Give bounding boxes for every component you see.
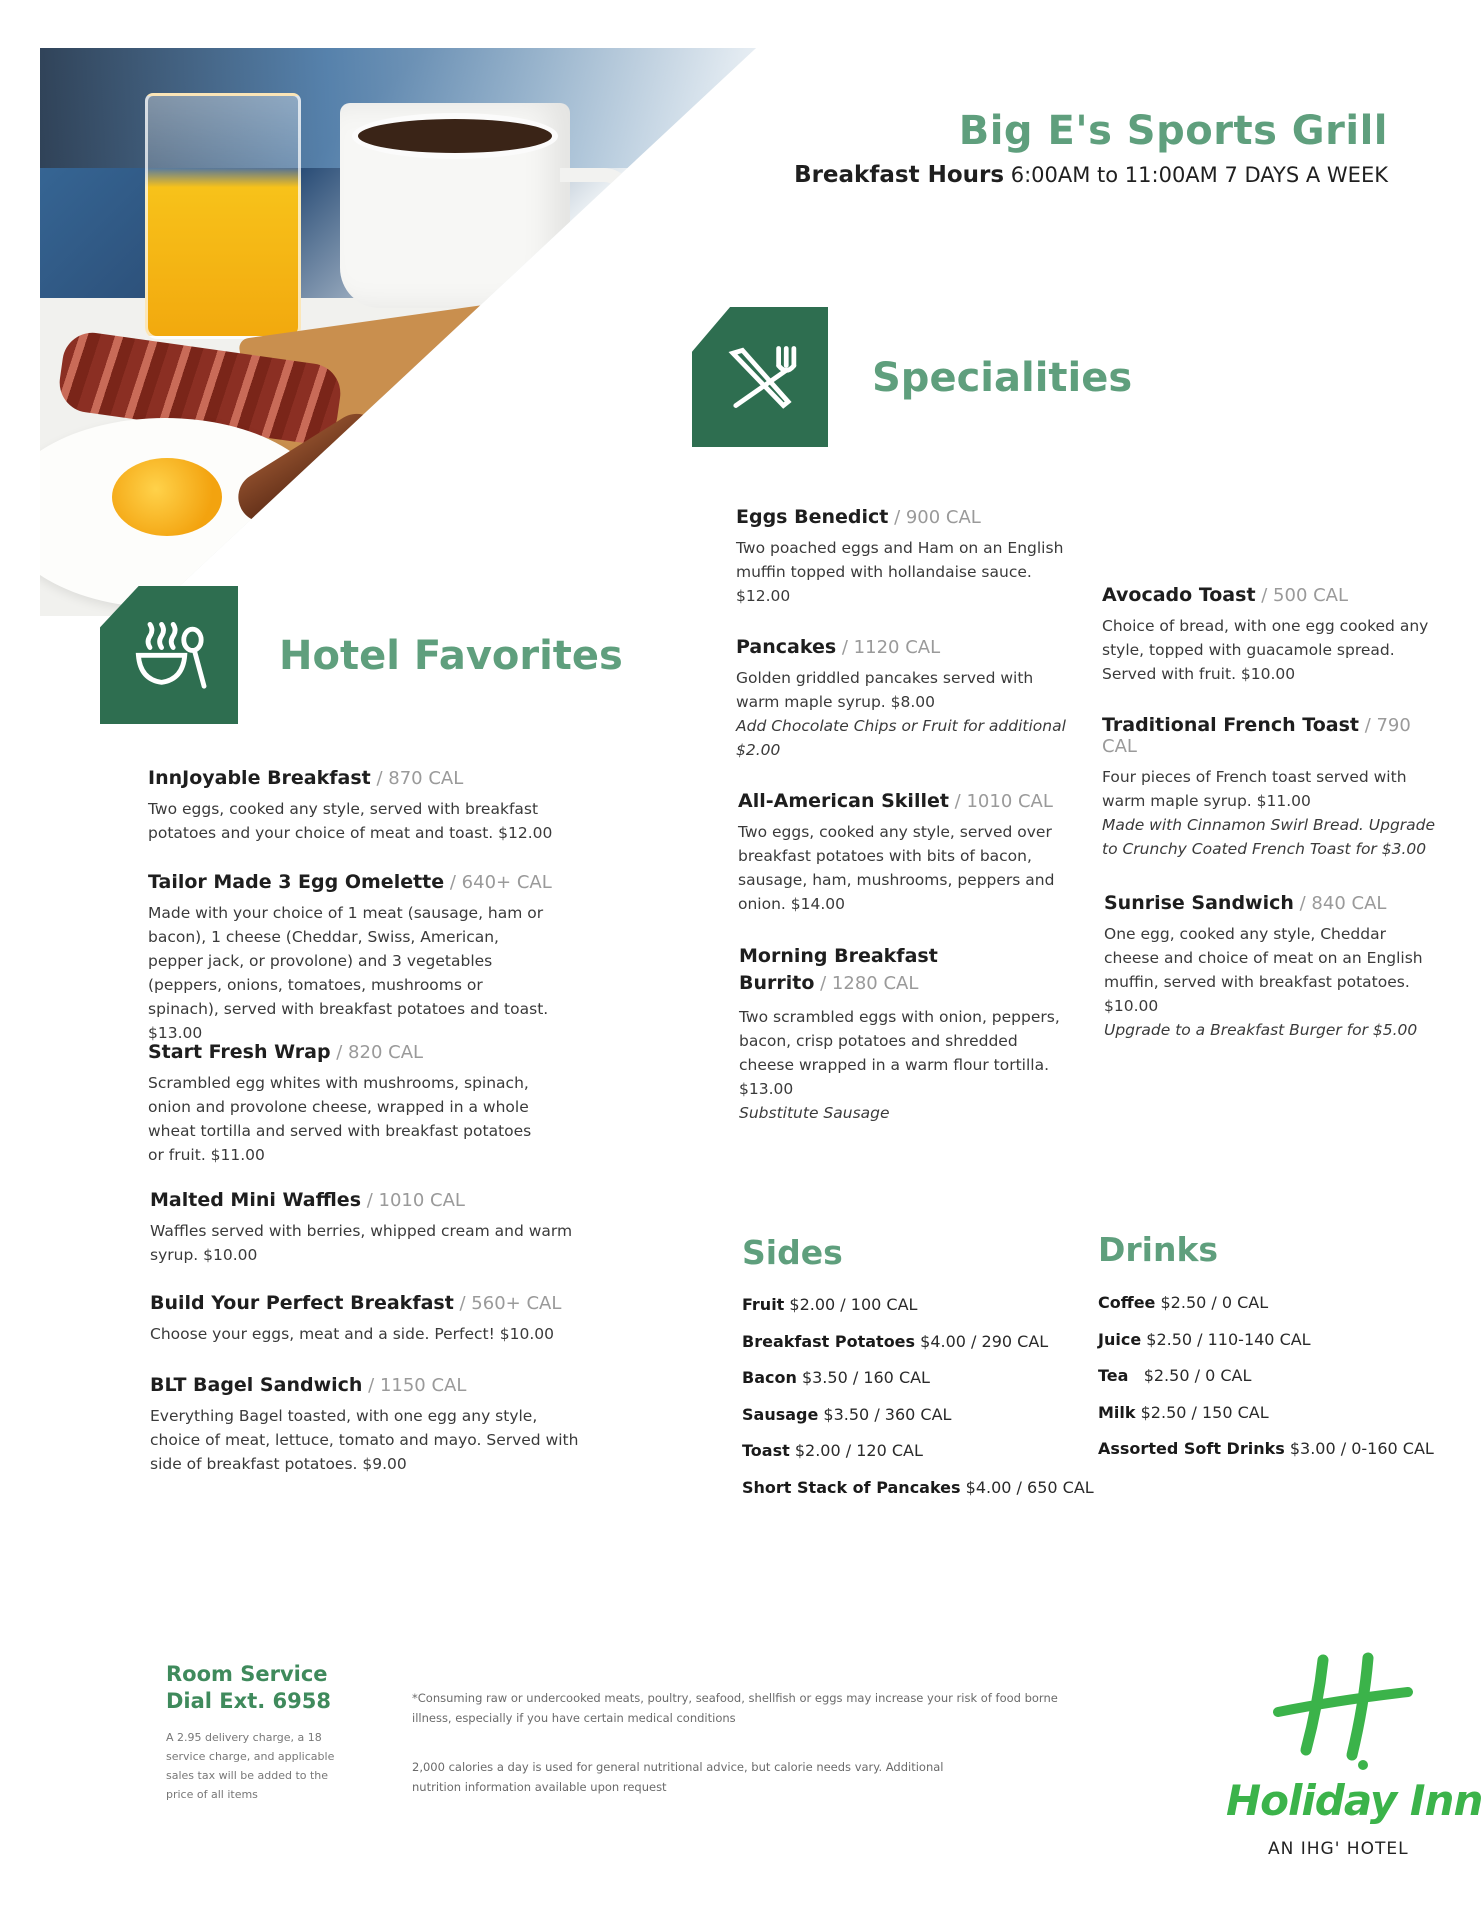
list-item: Tea $2.50 / 0 CAL	[1098, 1366, 1252, 1385]
room-service-note: A 2.95 delivery charge, a 18 service charge, and applicable sales tax will be added to the price of all items	[166, 1731, 335, 1801]
fork-knife-icon	[712, 328, 807, 426]
restaurant-title: Big E's Sports Grill	[958, 108, 1388, 154]
calorie-notice: 2,000 calories a day is used for general nutritional advice, but calorie needs vary. Additional nutrition information available upon request	[412, 1760, 944, 1794]
menu-item: Start Fresh Wrap / 820 CAL Scrambled egg whites with mushrooms, spinach, onion and provolone cheese, wrapped in a whole wheat tortilla and served with breakfast potatoes or fruit. $11.00	[148, 1041, 532, 1164]
ihg-tagline: AN IHG' HOTEL	[1268, 1839, 1409, 1859]
list-item: Assorted Soft Drinks $3.00 / 0-160 CAL	[1098, 1439, 1434, 1458]
orange-juice-glass	[145, 93, 301, 339]
menu-item: Pancakes / 1120 CAL Golden griddled pancakes served with warm maple syrup. $8.00 Add Chocolate Chips or Fruit for additional $2.00	[736, 636, 1066, 759]
drinks-title: Drinks	[1098, 1230, 1219, 1269]
menu-item: All-American Skillet / 1010 CAL Two eggs, cooked any style, served over breakfast potatoes with bits of bacon, sausage, ham, mushrooms, peppers and onion. $14.00	[738, 790, 1055, 913]
list-item: Short Stack of Pancakes $4.00 / 650 CAL	[742, 1477, 1094, 1497]
menu-item: Sunrise Sandwich / 840 CAL One egg, cooked any style, Cheddar cheese and choice of meat on an English muffin, served with breakfast potatoes. $10.00 Upgrade to a Breakfast Burger for $5.00	[1104, 892, 1423, 1039]
holiday-inn-h-logo	[1268, 1650, 1418, 1770]
food-safety-notice: *Consuming raw or undercooked meats, poultry, seafood, shellfish or eggs may increase your risk of food borne illness, especially if you have certain medical conditions	[412, 1691, 1058, 1725]
list-item: Fruit $2.00 / 100 CAL	[742, 1295, 918, 1314]
menu-item: InnJoyable Breakfast / 870 CAL Two eggs, cooked any style, served with breakfast potatoes and your choice of meat and toast. $12.00	[148, 767, 553, 842]
hotel-favorites-title: Hotel Favorites	[279, 633, 623, 679]
breakfast-photo	[40, 48, 756, 616]
list-item: Bacon $3.50 / 160 CAL	[742, 1368, 930, 1387]
coffee-cup	[340, 103, 570, 308]
specialities-badge	[692, 307, 828, 447]
hours-value: 6:00AM to 11:00AM 7 DAYS A WEEK	[1010, 163, 1388, 187]
hours-label: Breakfast Hours	[794, 162, 1005, 188]
room-service-dial: Dial Ext. 6958	[166, 1689, 331, 1713]
menu-item: Tailor Made 3 Egg Omelette / 640+ CAL Made with your choice of 1 meat (sausage, ham or bacon), 1 cheese (Cheddar, Swiss, American, pepper jack, or provolone) and 3 vegetables (peppers, onions, tomatoes, mushrooms or spinach), served with breakfast potatoes and toast. $13.00	[148, 871, 552, 1042]
list-item: Juice $2.50 / 110-140 CAL	[1098, 1329, 1311, 1349]
menu-item: Malted Mini Waffles / 1010 CAL Waffles served with berries, whipped cream and warm syrup. $10.00	[150, 1189, 573, 1264]
bowl-spoon-icon	[121, 607, 218, 704]
specialities-title: Specialities	[872, 355, 1133, 401]
drinks-list	[1098, 1285, 1434, 1468]
list-item: Sausage $3.50 / 360 CAL	[742, 1404, 952, 1424]
list-item: Coffee $2.50 / 0 CAL	[1098, 1293, 1269, 1312]
list-item: Milk $2.50 / 150 CAL	[1098, 1402, 1269, 1422]
room-service: Room Service Dial Ext. 6958	[166, 1662, 331, 1713]
menu-item: Eggs Benedict / 900 CAL Two poached eggs and Ham on an English muffin topped with hollandaise sauce. $12.00	[736, 506, 1064, 605]
hotel-favorites-badge	[100, 586, 238, 724]
sides-title: Sides	[742, 1233, 843, 1272]
menu-item: Traditional French Toast / 790 CAL Four pieces of French toast served with warm maple syrup. $11.00 Made with Cinnamon Swirl Bread. Upgrade to Crunchy Coated French Toast for $3.00	[1102, 714, 1436, 858]
list-item: Toast $2.00 / 120 CAL	[742, 1441, 923, 1460]
breakfast-hours	[794, 162, 1388, 188]
menu-item: BLT Bagel Sandwich / 1150 CAL Everything Bagel toasted, with one egg any style, choice of meat, lettuce, tomato and mayo. Served with side of breakfast potatoes. $9.00	[150, 1374, 579, 1473]
sides-list	[742, 1287, 1094, 1506]
menu-item: Build Your Perfect Breakfast / 560+ CAL Choose your eggs, meat and a side. Perfect! $10.00	[150, 1292, 562, 1343]
holiday-inn-logo-text: Holiday Inn	[1226, 1776, 1483, 1825]
menu-item: Avocado Toast / 500 CAL Choice of bread, with one egg cooked any style, topped with guacamole spread. Served with fruit. $10.00	[1102, 584, 1429, 683]
menu-item: Morning Breakfast Burrito / 1280 CAL Two scrambled eggs with onion, peppers, bacon, crisp potatoes and shredded cheese wrapped in a warm flour tortilla. $13.00 Substitute Sausage	[739, 945, 1060, 1122]
list-item: Breakfast Potatoes $4.00 / 290 CAL	[742, 1331, 1049, 1351]
